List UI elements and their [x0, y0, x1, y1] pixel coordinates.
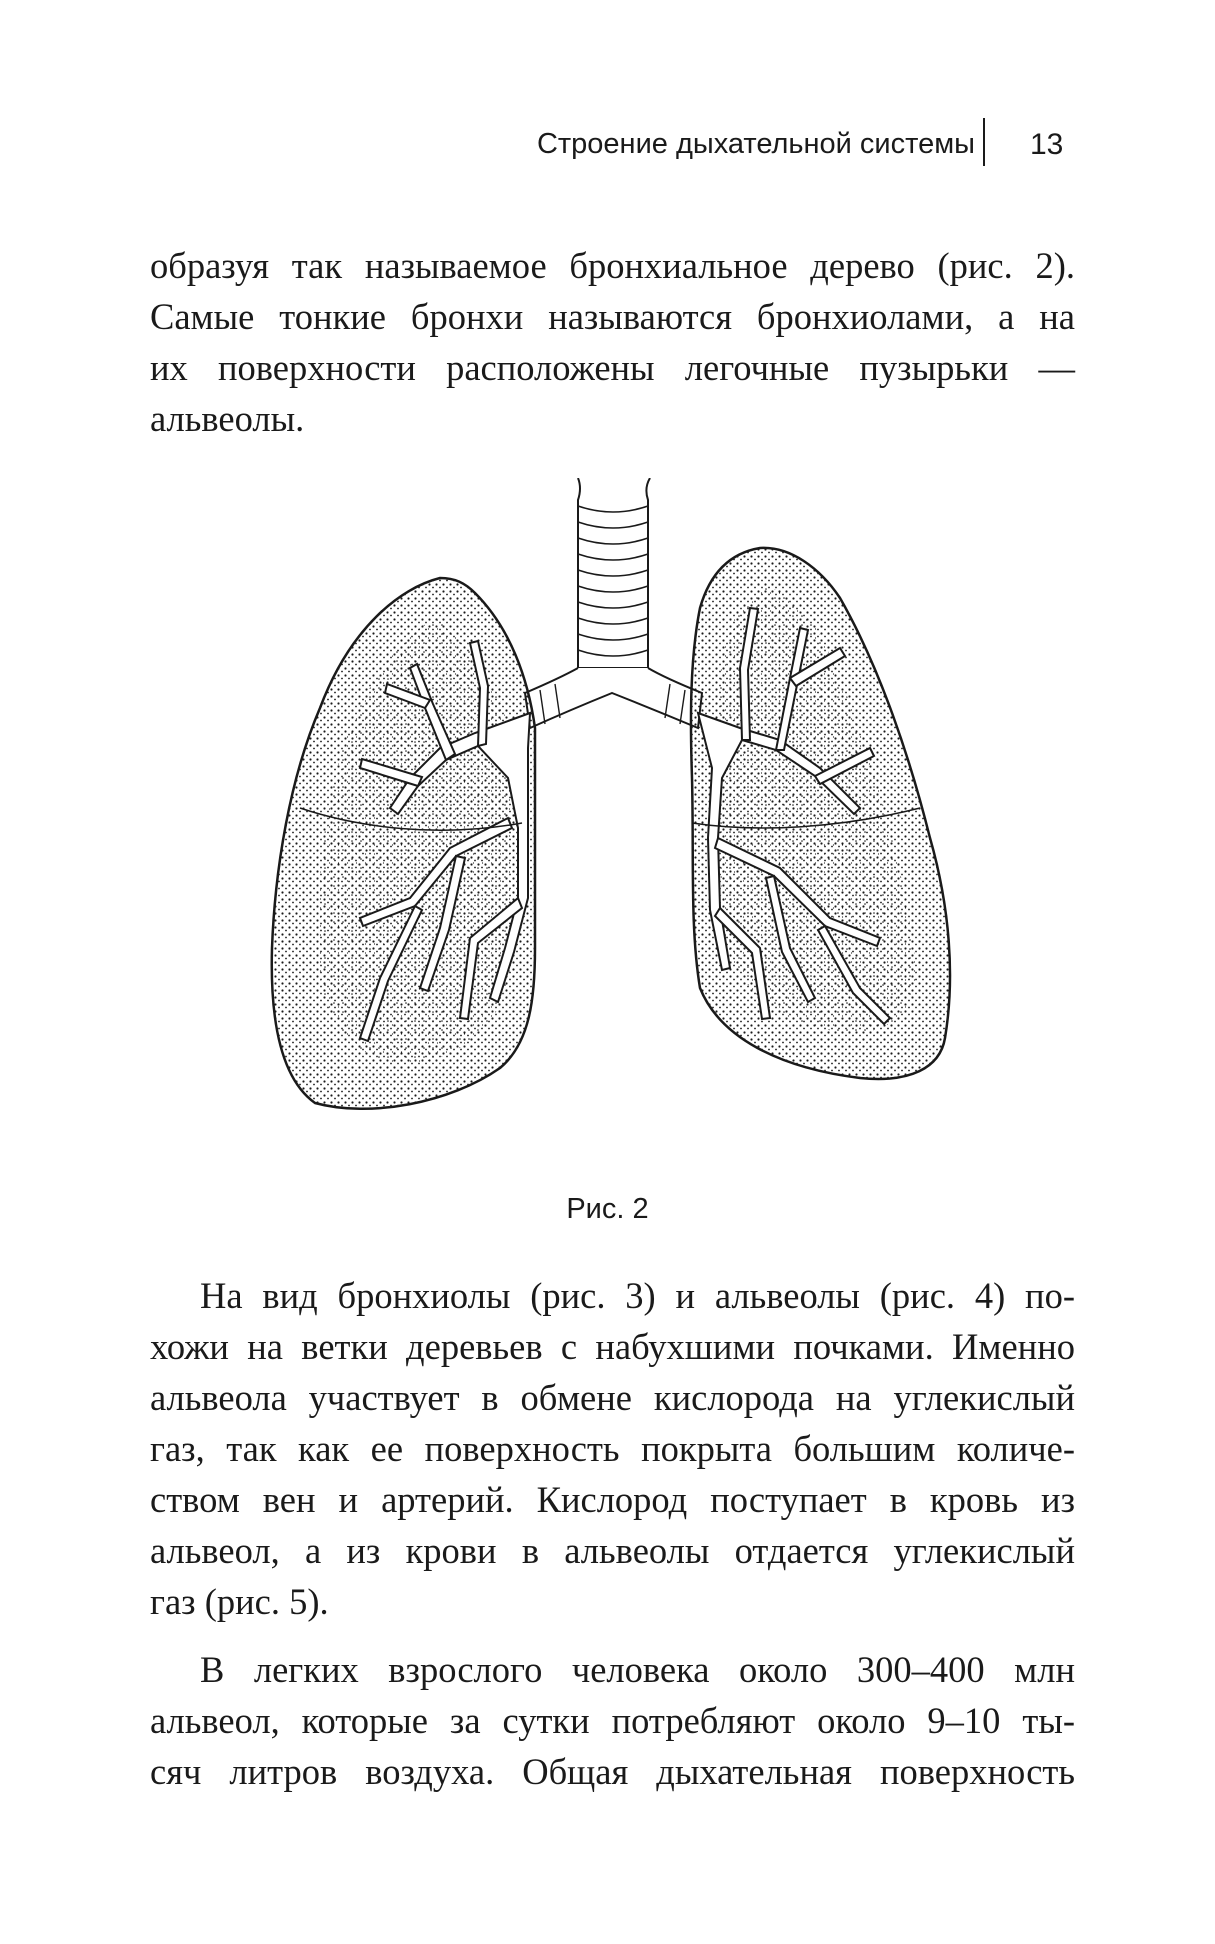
text-line: ством вен и артерий. Кислород поступает в кровь из	[150, 1479, 1075, 1520]
text-line: Самые тонкие бронхи называются бронхиолами, а на	[150, 296, 1075, 337]
left-lung	[272, 578, 535, 1109]
text-line: альвеол, а из крови в альвеолы отдается углекислый	[150, 1530, 1075, 1571]
text-line: образуя так называемое бронхиальное дерево (рис. 2).	[150, 245, 1075, 286]
text-line: альвеол, которые за сутки потребляют около 9–10 ты-	[150, 1700, 1075, 1741]
text-line: сяч литров воздуха. Общая дыхательная поверхность	[150, 1751, 1075, 1792]
lungs-illustration	[260, 478, 965, 1143]
trachea	[525, 478, 702, 728]
text-line: хожи на ветки деревьев с набухшими почками. Именно	[150, 1326, 1075, 1367]
right-lung	[691, 548, 950, 1079]
header-divider	[983, 118, 985, 166]
figure-caption: Рис. 2	[566, 1193, 649, 1225]
running-header	[0, 118, 1215, 168]
paragraph-3	[150, 1644, 1075, 1797]
running-title: Строение дыхательной системы	[536, 128, 975, 160]
paragraph-1	[150, 240, 1075, 444]
text-line: альвеола участвует в обмене кислорода на углекислый	[150, 1377, 1075, 1418]
text-line: На вид бронхиолы (рис. 3) и альвеолы (рис. 4) по-	[200, 1275, 1075, 1316]
paragraph-2	[150, 1270, 1075, 1627]
text-line: газ, так как ее поверхность покрыта большим количе-	[150, 1428, 1075, 1469]
text-line: В легких взрослого человека около 300–400 млн	[200, 1649, 1075, 1690]
page-number: 13	[1030, 128, 1064, 161]
text-line: их поверхности расположены легочные пузырьки —	[150, 347, 1075, 388]
text-line: газ (рис. 5).	[150, 1581, 329, 1622]
text-line: альвеолы.	[150, 398, 305, 439]
